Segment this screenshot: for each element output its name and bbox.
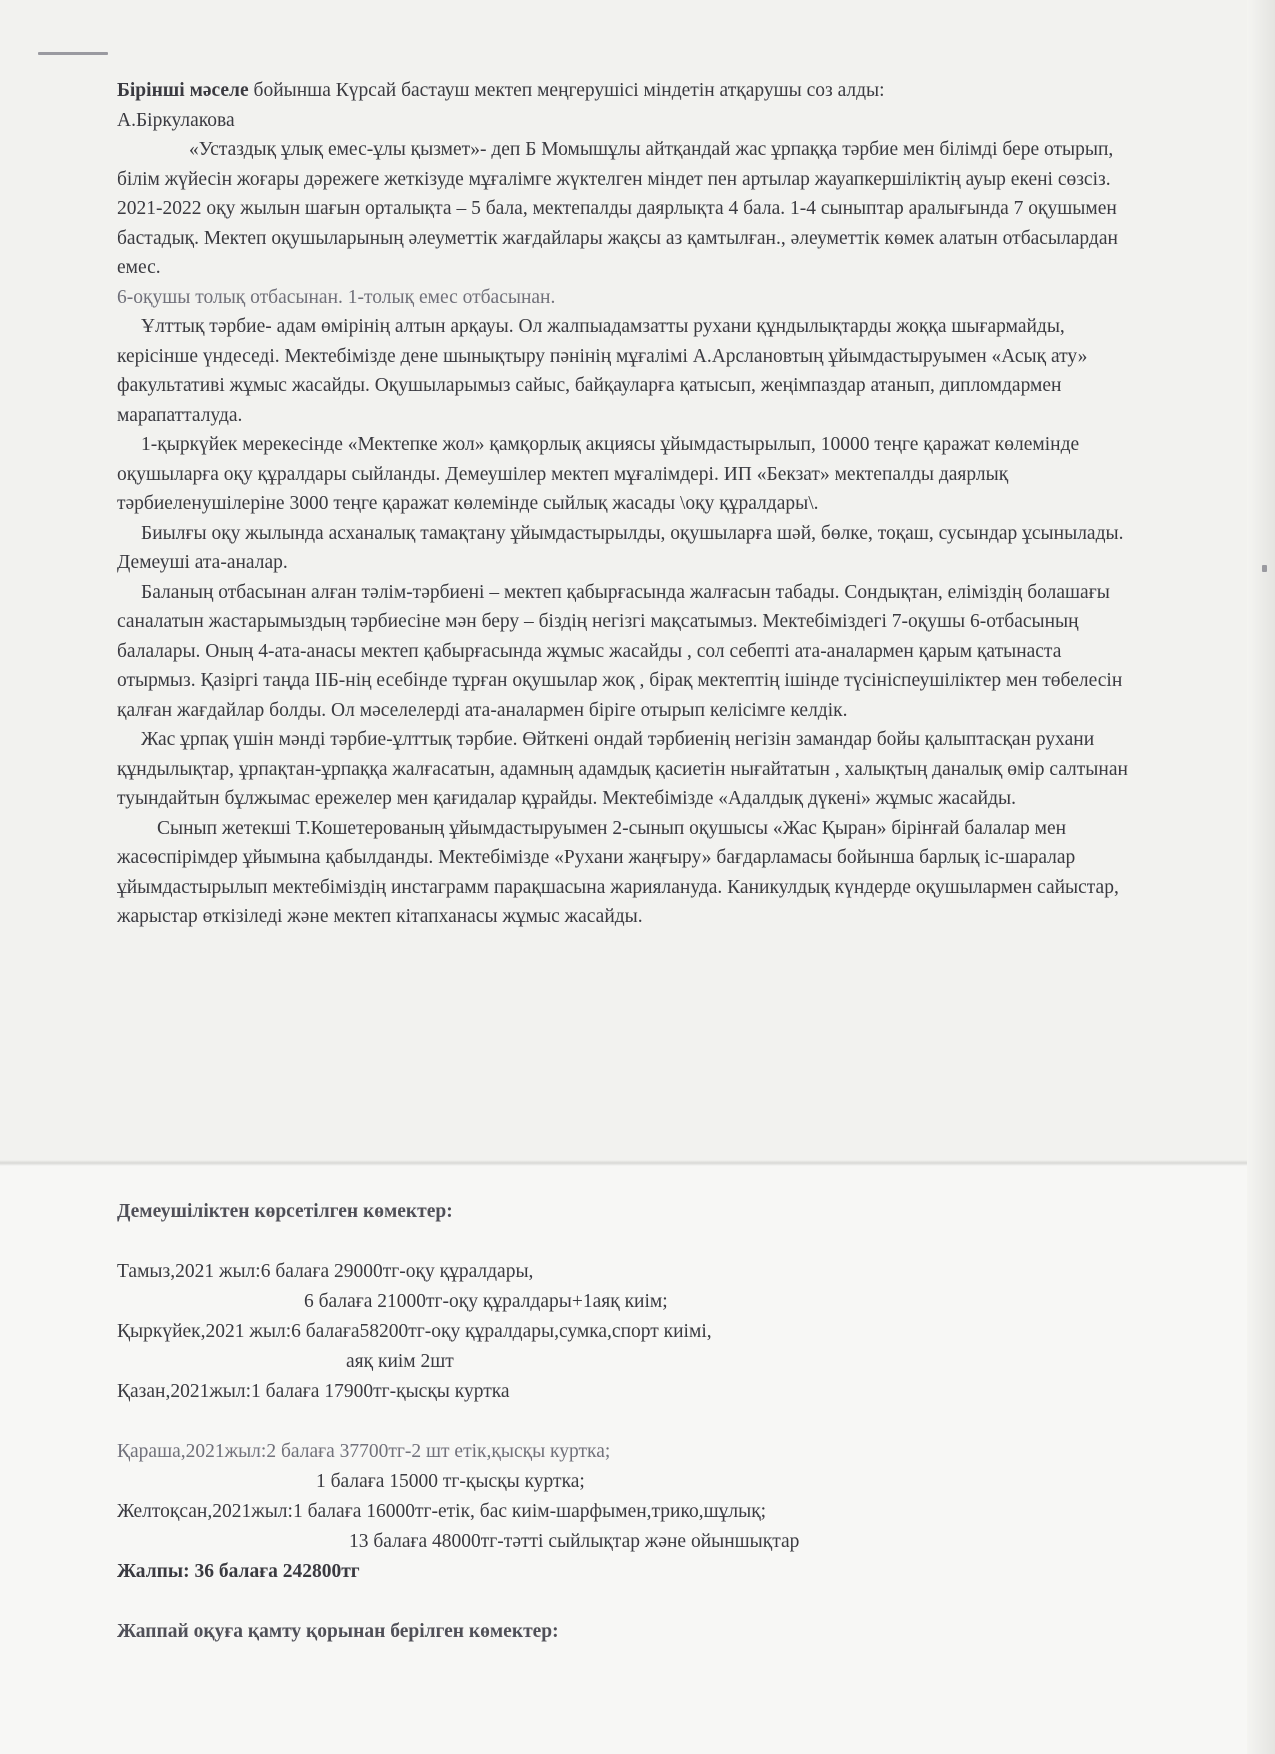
paragraph-3: Ұлттық тәрбие- адам өмірінің алтын арқауы. Ол жалпыадамзатты рухани құндылықтарды жоққа шығармайды, керісінше үндеседі. Мектебімізде дене шынықтыру пәнінің мұғалімі А.Арслановтың ұйымдастыруымен «Асық ату» факультативі жұмыс жасайды. Оқушыларымыз сайыс, байқауларға қатысып, жеңімпаздар атанып, дипломдармен марапатталуда.: [117, 316, 1088, 426]
page-fold-line: [0, 1160, 1275, 1166]
paragraph-8: Сынып жетекші Т.Кошетерованың ұйымдастыруымен 2-сынып оқушысы «Жас Қыран» бірінғай балалар мен жасөспірімдер ұйымына қабылданды. Мектебімізде «Рухани жаңғыру» бағдарламасы бойынша барлық іс-шаралар ұйымдастырылып мектебіміздің инстаграмм парақшасына жариялануда. Каникулдық күндерде оқушылармен сайыстар, жарыстар өткізіледі және мектеп кітапханасы жұмыс жасайды.: [117, 817, 1119, 927]
paragraph-1: «Устаздық ұлық емес-ұлы қызмет»- деп Б Момышұлы айтқандай жас ұрпаққа тәрбие мен білімді бере отырып, білім жүйесін жоғары дәрежеге жеткізуде мұғалімге жүктелген міндет пен артылар жауапкершіліктің ауыр екені сөзсіз. 2021-2022 оқу жылын шағын орталықта – 5 бала, мектепалды даярлықта 4 бала. 1-4 сыныптар аралығында 7 оқушымен бастадық. Мектеп оқушыларының әлеуметтік жағдайлары жақсы аз қамтылған., әлеуметтік көмек алатын отбасылардан емес.: [117, 139, 1118, 278]
intro-text: бойынша Күрсай бастауш мектеп меңгерушісі міндетін атқарушы соз алды:: [248, 80, 885, 101]
paragraph-6: Баланың отбасынан алған тәлім-тәрбиені – мектеп қабырғасында жалғасын табады. Сондықтан, еліміздің болашағы саналатын жастарымыздың тәрбиесіне мән беру – біздің негізгі мақсатымыз. Мектебіміздегі 7-оқушы 6-отбасының балалары. Оның 4-ата-анасы мектеп қабырғасында жұмыс жасайды , сол себепті ата-аналармен қарым қатынаста отырмыз. Қазіргі таңда ІІБ-нің есебінде тұрған оқушылар жоқ , бірақ мектептің ішінде түсініспеушіліктер мен төбелесін қалған жағдайлар болды. Ол мәселелерді ата-аналармен біріге отырып келісімге келдік.: [117, 581, 1123, 721]
intro-lead: Бірінші мәселе: [117, 80, 249, 101]
speaker-name: А.Біркулакова: [117, 109, 235, 131]
paragraph-5: Биылғы оқу жылында асханалық тамақтану ұйымдастырылды, оқушыларға шәй, бөлке, тоқаш, сусындар ұсынылады. Демеуші ата-аналар.: [117, 522, 1124, 573]
sponsorship-row: аяқ киім 2шт: [346, 1351, 454, 1372]
paragraph-2: 6-оқушы толық отбасынан. 1-толық емес отбасынан.: [117, 286, 556, 308]
sponsorship-row: 6 балаға 21000тг-оқу құралдары+1аяқ киім;: [304, 1291, 668, 1312]
document-body: [117, 76, 1137, 932]
sponsorship-section: [117, 1197, 1137, 1647]
sponsorship-total: Жалпы: 36 балаға 242800тг: [117, 1561, 360, 1582]
scan-edge-shadow: [1247, 0, 1275, 1754]
paragraph-7: Жас ұрпақ үшін мәнді тәрбие-ұлттық тәрбие. Өйткені ондай тәрбиенің негізін замандар бойы қалыптасқан рухани құндылықтар, ұрпақтан-ұрпаққа жалғасатын, адамның адамдық қасиетін нығайтатын , халықтың даналық өмір салтынан туындайтын бұлжымас ережелер мен қағидалар құрайды. Мектебімізде «Адалдық дүкені» жұмыс жасайды.: [117, 729, 1128, 809]
sponsorship-row: Қазан,2021жыл:1 балаға 17900тг-қысқы куртка: [117, 1381, 510, 1402]
scan-speck: [38, 52, 108, 55]
paragraph-4: 1-қыркүйек мерекесінде «Мектепке жол» қамқорлық акциясы ұйымдастырылып, 10000 теңге қаражат көлемінде оқушыларға оқу құралдары сыйланды. Демеушілер мектеп мұғалімдері. ИП «Бекзат» мектепалды даярлық тәрбиеленушілеріне 3000 теңге қаражат көлемінде сыйлық жасады \оқу құралдары\.: [117, 434, 1080, 514]
sponsorship-row: 1 балаға 15000 тг-қысқы куртка;: [316, 1471, 585, 1492]
sponsorship-heading: Демеушіліктен көрсетілген көмектер:: [117, 1201, 453, 1222]
sponsorship-row: Тамыз,2021 жыл:6 балаға 29000тг-оқу құралдары,: [117, 1261, 534, 1282]
sponsorship-row: Қараша,2021жыл:2 балаға 37700тг-2 шт етік,қысқы куртка;: [117, 1441, 611, 1462]
fund-heading: Жаппай оқуға қамту қорынан берілген көмектер:: [117, 1621, 559, 1642]
sponsorship-row: Желтоқсан,2021жыл:1 балаға 16000тг-етік, бас киім-шарфымен,трико,шұлық;: [117, 1501, 767, 1522]
sponsorship-row: 13 балаға 48000тг-тәтті сыйлықтар және ойыншықтар: [349, 1531, 800, 1552]
sponsorship-row: Қыркүйек,2021 жыл:6 балаға58200тг-оқу құралдары,сумка,спорт киімі,: [117, 1321, 712, 1342]
intro-line: [117, 76, 1137, 106]
scan-speck: [1262, 565, 1267, 572]
